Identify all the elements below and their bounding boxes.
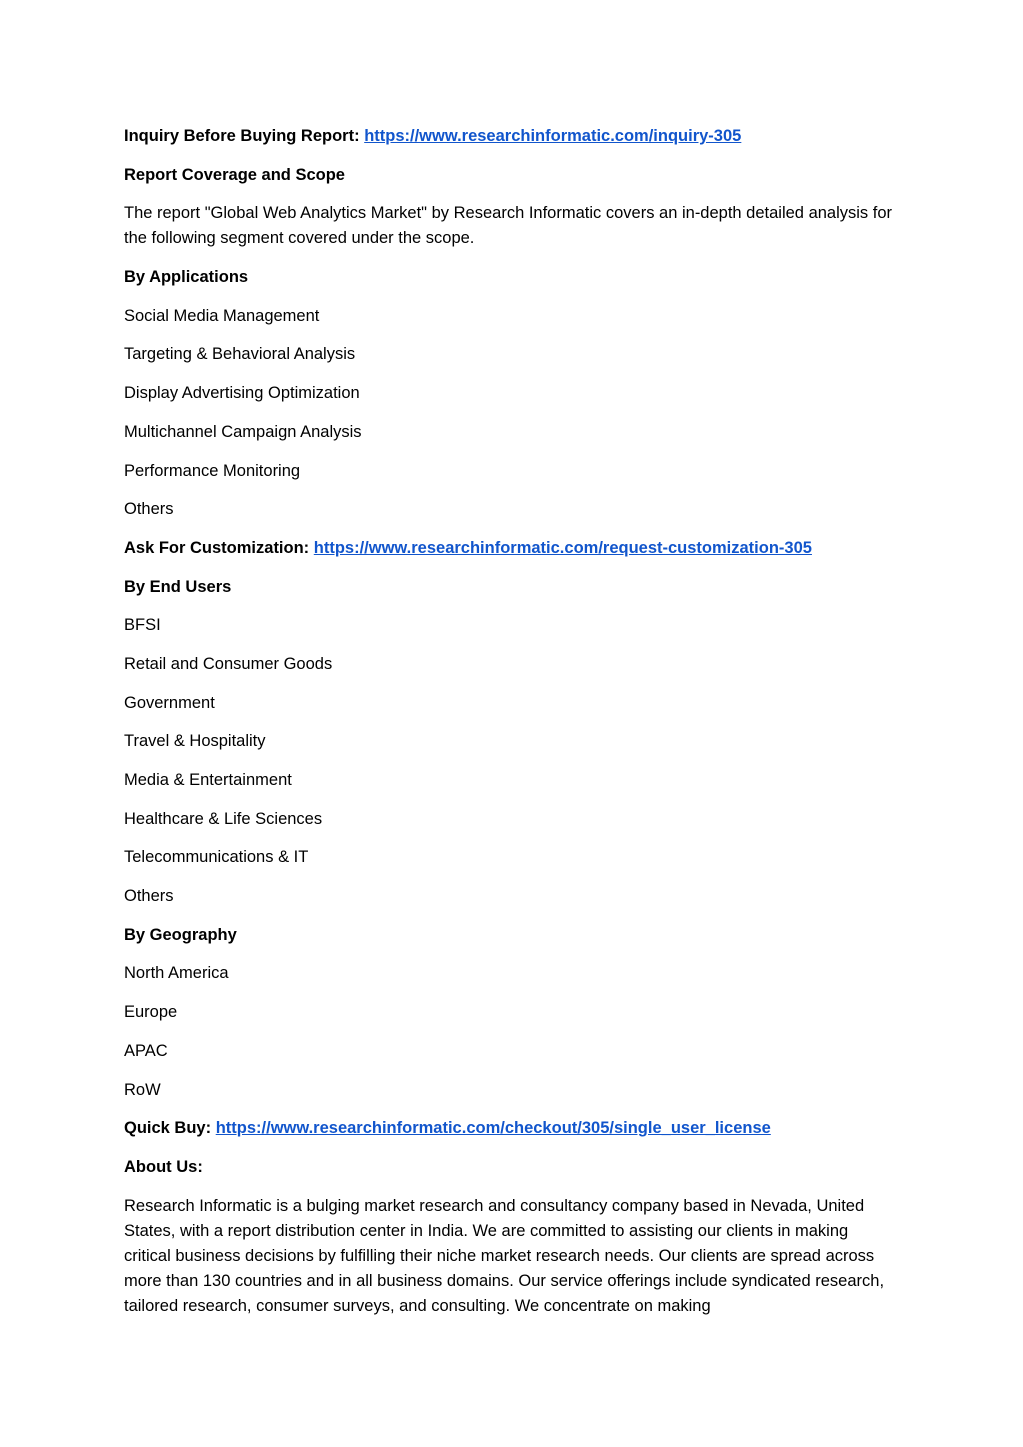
end-user-item-travel: Travel & Hospitality xyxy=(124,732,266,751)
geography-item-europe: Europe xyxy=(124,1003,178,1022)
application-item-social-media: Social Media Management xyxy=(124,306,320,325)
inquiry-line xyxy=(124,124,899,149)
end-user-item-bfsi: BFSI xyxy=(124,616,161,635)
end-user-item-retail: Retail and Consumer Goods xyxy=(124,654,333,673)
end-user-item-media: Media & Entertainment xyxy=(124,771,292,789)
application-item-targeting: Targeting & Behavioral Analysis xyxy=(124,345,356,364)
geography-heading: By Geography xyxy=(124,925,237,944)
end-user-item-telecom: Telecommunications & IT xyxy=(124,848,309,867)
about-text: Research Informatic is a bulging market research and consultancy company based in Nevada, United States, with a report distribution center in India. We are committed to assisting our clients in making critical business decisions by fulfilling their niche market research needs. Our clients are spread across more than 130 countries and in all business domains. Our service offerings include syndicated research, tailored research, consumer surveys, and consulting. We concentrate on making xyxy=(124,1196,885,1315)
application-item-multichannel: Multichannel Campaign Analysis xyxy=(124,422,362,441)
end-user-item-others: Others xyxy=(124,887,174,906)
end-users-heading: By End Users xyxy=(124,577,232,596)
geography-item-north-america: North America xyxy=(124,964,229,983)
end-user-item-government: Government xyxy=(124,693,215,712)
customization-label: Ask For Customization: xyxy=(124,538,310,557)
coverage-heading: Report Coverage and Scope xyxy=(124,165,345,184)
geography-item-apac: APAC xyxy=(124,1041,168,1060)
inquiry-label: Inquiry Before Buying Report: xyxy=(124,127,360,145)
customization-link[interactable]: https://www.researchinformatic.com/request-customization-305 xyxy=(313,538,812,557)
quick-buy-line xyxy=(124,1116,899,1141)
end-user-item-healthcare: Healthcare & Life Sciences xyxy=(124,809,323,828)
inquiry-link[interactable]: https://www.researchinformatic.com/inquiry-305 xyxy=(364,127,742,145)
quick-buy-link[interactable]: https://www.researchinformatic.com/checkout/305/single_user_license xyxy=(215,1119,771,1138)
application-item-others: Others xyxy=(124,500,174,519)
application-item-performance: Performance Monitoring xyxy=(124,461,301,480)
customization-line xyxy=(124,536,899,561)
about-heading: About Us: xyxy=(124,1157,203,1176)
applications-heading: By Applications xyxy=(124,268,249,287)
document-page xyxy=(124,124,899,1332)
application-item-display-advertising: Display Advertising Optimization xyxy=(124,384,360,403)
geography-item-row: RoW xyxy=(124,1080,161,1099)
coverage-text: The report "Global Web Analytics Market" by Research Informatic covers an in-depth detailed analysis for the following segment covered under the scope. xyxy=(124,204,893,248)
quick-buy-label: Quick Buy: xyxy=(124,1119,212,1138)
